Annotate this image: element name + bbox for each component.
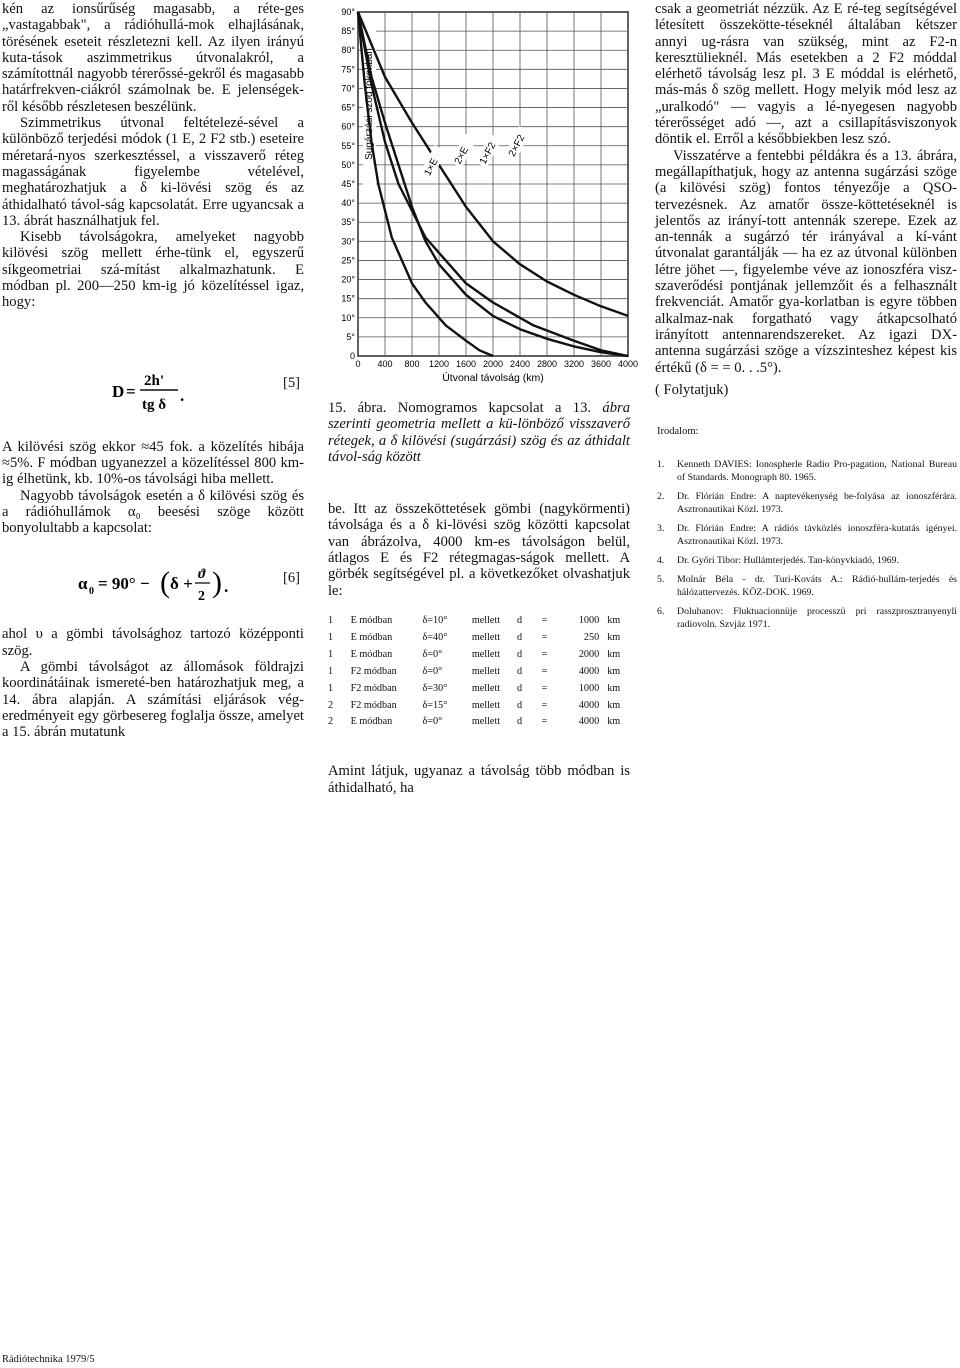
chart-svg	[316, 0, 639, 386]
table-cell-delta: δ=0°	[422, 665, 443, 677]
formula-5	[2, 363, 304, 435]
x-tick-label: 400	[377, 359, 393, 369]
table-row	[328, 613, 628, 630]
reference-item	[655, 458, 957, 484]
paragraph: Kisebb távolságokra, amelyeket nagyobb kilövési szög mellett érhe-tünk el, egyszerű síkgeometriai szá-mítást alkalmazhatunk. E módban pl. 200—250 km-ig jó közelítéssel igaz, hogy:	[2, 229, 304, 311]
table-cell-val: 4000	[578, 665, 600, 677]
reference-text: Dr. Győri Tibor: Hullámterjedés. Tan-könyvkiadó, 1969.	[677, 555, 899, 567]
svg-text:.: .	[180, 385, 185, 405]
table-cell-mode: E módban	[350, 648, 393, 660]
table-row	[328, 630, 628, 647]
y-tick-label: 85°	[341, 26, 355, 37]
reference-number: 2.	[657, 491, 665, 503]
y-tick-label: 0	[349, 351, 355, 361]
table-cell-n: 1	[328, 682, 334, 694]
reference-number: 6.	[657, 606, 665, 618]
reference-item	[655, 490, 957, 516]
table-cell-d: d	[517, 682, 523, 694]
table-cell-val: 1000	[578, 682, 600, 694]
paragraph: ahol υ a gömbi távolsághoz tartozó középponti szög.	[2, 626, 304, 659]
to-be-continued: ( Folytatjuk)	[655, 381, 729, 398]
equation-number: [5]	[282, 374, 300, 391]
x-tick-label: 2800	[536, 359, 558, 369]
y-tick-label: 60°	[341, 121, 355, 132]
table-cell-word: mellett	[471, 648, 501, 660]
table-cell-delta: δ=10°	[422, 614, 448, 626]
table-cell-unit: km	[607, 716, 621, 728]
table-row	[328, 714, 628, 731]
table-cell-n: 1	[328, 648, 334, 660]
y-tick-label: 80°	[341, 45, 355, 56]
y-tick-label: 20°	[341, 274, 355, 285]
svg-text:= 90° −: = 90° −	[98, 574, 150, 594]
table-cell-mode: E módban	[350, 631, 393, 643]
reference-item	[655, 522, 957, 548]
y-tick-label: 55°	[341, 140, 355, 151]
x-tick-label: 1200	[428, 359, 450, 369]
y-tick-label: 45°	[341, 179, 355, 189]
table-cell-mode: F2 módban	[350, 665, 397, 677]
table-cell-delta: δ=0°	[422, 716, 443, 728]
x-tick-label: 2000	[482, 359, 504, 369]
reference-number: 3.	[657, 523, 665, 535]
table-cell-d: d	[517, 614, 523, 626]
y-tick-label: 65°	[341, 102, 355, 113]
y-tick-label: 50°	[341, 159, 355, 170]
x-tick-label: 800	[404, 359, 420, 369]
references-title: Irodalom:	[657, 426, 699, 438]
paragraph: A kilövési szög ekkor ≈45 fok. a közelítés hibája ≈5%. F módban ugyanezzel a közelítéssel 800 km-ig élhetünk, kb. 10%-os távolsági hiba mellett.	[2, 438, 304, 488]
column-3	[655, 0, 957, 637]
table-cell-delta: δ=40°	[422, 631, 448, 643]
table-cell-eq: =	[541, 699, 548, 711]
x-axis-label: Útvonal távolság (km)	[442, 372, 544, 384]
references-list	[655, 458, 957, 631]
svg-text:(: (	[160, 566, 170, 600]
table-cell-n: 1	[328, 631, 334, 643]
table-cell-delta: δ=15°	[422, 699, 448, 711]
figure-caption	[328, 400, 630, 465]
series-label: 1×F2	[477, 140, 499, 167]
column-1	[2, 0, 304, 741]
table-cell-n: 2	[328, 699, 334, 711]
equation-number: [6]	[282, 570, 300, 587]
table-cell-mode: F2 módban	[350, 682, 397, 694]
table-row	[328, 698, 628, 715]
reference-text: Doluhanov: Fluktuacionnüje processzü pri rasszprosztranyenyli radiovoln. Szvjáz 1971.	[677, 606, 957, 631]
table-cell-word: mellett	[471, 665, 501, 677]
table-cell-unit: km	[607, 648, 621, 660]
table-cell-eq: =	[541, 631, 548, 643]
y-axis-label: Sugárzási szög fokokban	[364, 48, 375, 160]
y-tick-label: 10°	[341, 312, 355, 323]
y-tick-label: 30°	[341, 236, 355, 247]
table-cell-eq: =	[541, 614, 548, 626]
svg-text:tg δ: tg δ	[142, 396, 167, 413]
paragraph: csak a geometriát nézzük. Az E ré-teg segítségével létesített összekötte-téseknél általában kétszer annyi ug-rásra van szükség, mint az F2-n keresztülieknél. Más esetekben a 2 F2 móddal elérhető távolság lesz pl. 3 E móddal is elérhető, más-más δ szög mellett. Hogy melyik mód lesz az „uralkodó" — vagyis a lé-nyegesen nagyobb térerősséget adó —, azt a csillapításviszonyok döntik el. Erről a későbbiekben lesz szó.	[655, 1, 957, 148]
table-cell-delta: δ=0°	[422, 648, 443, 660]
caption-text: ábra szerinti geometria mellett a kü-lönböző visszaverő rétegek, a δ kilövési (sugárzási) szög és az áthidalt távol-ság között	[328, 400, 630, 465]
modes-table	[328, 613, 628, 731]
table-cell-n: 1	[328, 665, 334, 677]
caption-title: Nomogramos kapcsolat a 13.	[397, 400, 592, 416]
table-cell-unit: km	[607, 614, 621, 626]
x-tick-label: 3600	[590, 359, 612, 369]
table-cell-eq: =	[541, 716, 548, 728]
y-tick-label: 5°	[346, 331, 355, 342]
table-cell-eq: =	[541, 682, 548, 694]
reference-item	[655, 573, 957, 599]
y-tick-label: 15°	[341, 293, 355, 304]
figure-15-chart	[316, 0, 639, 386]
reference-number: 1.	[657, 459, 665, 471]
svg-text:): )	[212, 566, 222, 600]
reference-item	[655, 554, 957, 567]
svg-text:D: D	[112, 381, 125, 401]
y-tick-label: 40°	[341, 198, 355, 209]
paragraph: kén az ionsűrűség magasabb, a réte-ges „vastagabbak", a rádióhullá-mok elhajlásának, törésének eseteit részletezni kell. Az ilyen irányú kuta-tások aszimmetrikus útvonalakról, a számítottnál nagyobb térerőssé-gekről és magasabb határfrekven-ciákról számolnak be. E jelenségek-ről később részletesen beszélünk.	[2, 1, 304, 115]
reference-text: Dr. Flórián Endre: A naptevékenység be-folyása az ionoszférára. Asztronautikai Közl. 1973.	[677, 491, 957, 516]
table-cell-eq: =	[541, 665, 548, 677]
table-cell-n: 1	[328, 614, 334, 626]
table-cell-n: 2	[328, 716, 334, 728]
table-cell-word: mellett	[471, 699, 501, 711]
reference-text: Dr. Flórián Endre: A rádiós távközlés ionoszféra-kutatás igényei. Asztronautikai Közl. 1973.	[677, 523, 957, 548]
table-row	[328, 647, 628, 664]
series-label: 1×E	[422, 156, 441, 178]
paragraph: Nagyobb távolságok esetén a δ kilövési szög és a rádióhullámok α₀ beesési szöge között bonyolultabb a kapcsolat:	[2, 487, 304, 537]
y-tick-label: 25°	[341, 255, 355, 266]
table-cell-unit: km	[607, 665, 621, 677]
reference-number: 4.	[657, 555, 665, 567]
reference-text: Molnár Béla - dr. Turi-Kováts A.: Rádió-hullám-terjedés és hálózattervezés. KÖZ-DOK. 1969.	[677, 574, 957, 599]
svg-text:=: =	[126, 381, 136, 401]
svg-text:δ +: δ +	[170, 574, 193, 594]
svg-text:α: α	[78, 574, 88, 594]
svg-text:2h': 2h'	[144, 372, 165, 389]
svg-text:ϑ: ϑ	[198, 567, 206, 583]
series-label: 2×F2	[506, 133, 528, 159]
table-row	[328, 681, 628, 698]
formula-6-image	[74, 558, 234, 608]
table-cell-d: d	[517, 699, 523, 711]
svg-text:0: 0	[89, 586, 94, 598]
reference-item	[655, 605, 957, 631]
y-tick-label: 75°	[341, 64, 355, 75]
table-cell-delta: δ=30°	[422, 682, 448, 694]
x-tick-label: 2400	[509, 359, 531, 369]
x-tick-label: 1600	[455, 359, 477, 369]
formula-6	[2, 558, 304, 620]
table-cell-val: 4000	[578, 699, 600, 711]
paragraph: Amint látjuk, ugyanaz a távolság több módban is áthidalható, ha	[328, 763, 630, 796]
caption-label: 15. ábra.	[328, 400, 387, 416]
table-cell-unit: km	[607, 631, 621, 643]
table-cell-eq: =	[541, 648, 548, 660]
table-row	[328, 664, 628, 681]
table-cell-unit: km	[607, 699, 621, 711]
paragraph: A gömbi távolságot az állomások földrajzi koordinátáinak ismereté-ben határozhatjuk meg, a 14. ábra alapján. A számítási eljárások vég-eredményeit egy görbesereg foglalja össze, amelyet a 15. ábrán mutatunk	[2, 659, 304, 741]
paragraph: Szimmetrikus útvonal feltételezé-sével a különböző terjedési módok (1 E, 2 F2 stb.) eseteire méretará-nyos szerkesztéssel, a visszaverő réteg magasságának figyelembe vételével, meghatározhatjuk a δ ki-lövési szög és az áthidalható távol-ság kapcsolatát. Erre ugyancsak a 13. ábrát használhatjuk fel.	[2, 115, 304, 229]
column-2	[328, 400, 630, 796]
x-tick-label: 3200	[563, 359, 585, 369]
table-cell-mode: E módban	[350, 716, 393, 728]
series-label: 2×E	[452, 145, 472, 167]
page-footer: Rádiótechnika 1979/5	[2, 1354, 95, 1365]
table-cell-val: 2000	[578, 648, 600, 660]
table-cell-d: d	[517, 716, 523, 728]
table-cell-unit: km	[607, 682, 621, 694]
table-cell-word: mellett	[471, 614, 501, 626]
table-cell-word: mellett	[471, 631, 501, 643]
table-cell-d: d	[517, 648, 523, 660]
svg-text:.: .	[224, 577, 229, 597]
y-tick-label: 70°	[341, 83, 355, 94]
reference-text: Kenneth DAVIES: Ionospherle Radio Pro-pagation, National Bureau of Standards. Monograph 80. 1965.	[677, 459, 957, 484]
svg-text:2: 2	[198, 589, 205, 605]
table-cell-mode: F2 módban	[350, 699, 397, 711]
paragraph: be. Itt az összeköttetések gömbi (nagykörmenti) távolsága és a δ ki-lövési szög közötti kapcsolat van ábrázolva, 4000 km-es távolságon belül, átlagos E és F2 rétegmagas-ságok mellett. A görbék segítségével pl. a következőket olvashatjuk le:	[328, 501, 630, 599]
reference-number: 5.	[657, 574, 665, 586]
y-tick-label: 90°	[341, 7, 355, 17]
table-cell-d: d	[517, 665, 523, 677]
x-tick-label: 0	[355, 359, 361, 369]
table-cell-val: 1000	[578, 614, 600, 626]
table-cell-d: d	[517, 631, 523, 643]
x-tick-label: 4000	[617, 359, 639, 369]
table-cell-val: 250	[583, 631, 600, 643]
paragraph: Visszatérve a fentebbi példákra és a 13. ábrára, megállapíthatjuk, hogy az antenna sugárzási szöge (a kilövési szög) fontos tényezője a QSO-tervezésnek. Az amatőr össze-köttetéseknél is jelentős az irányí-tott antennák szerepe. Ezek az an-tennák a sugárzó tér irányával a kí-vánt útvonalat garantálják — ha ez az útvonal különben létre jöhet —, figyelembe véve az ionoszféra visz-szaverődési pontjának jellemzőit és a felhasznált frekvenciát. Amatőr gya-korlatban is egyre többen alkalmaz-nak forgatható vagy átkapcsolható irányított antennarendszereket. Az igazi DX-antenna sugárzási szöge a vízszinteshez képest kis értékű (δ = = 0. . .5°).	[655, 147, 957, 376]
table-cell-word: mellett	[471, 716, 501, 728]
table-cell-val: 4000	[578, 716, 600, 728]
y-tick-label: 35°	[341, 217, 355, 228]
table-cell-mode: E módban	[350, 614, 393, 626]
table-cell-word: mellett	[471, 682, 501, 694]
formula-5-image	[106, 363, 226, 419]
